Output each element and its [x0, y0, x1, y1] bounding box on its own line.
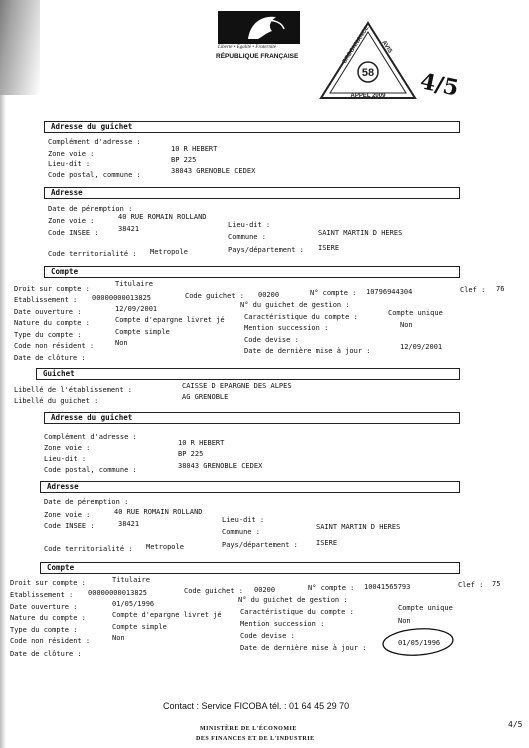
section-compte: Compte — [44, 266, 460, 278]
label-code-postal: Code postal, commune : — [44, 466, 137, 474]
value-type-compte: Compte simple — [112, 623, 167, 631]
value-droit-sur-compte: Titulaire — [112, 576, 150, 584]
label-lieu-dit: Lieu-dit : — [222, 516, 265, 524]
stamp-bottom-text: APPEL 2009 — [350, 93, 386, 99]
label-code-non-resident: Code non résident : — [14, 342, 95, 350]
value-code-non-resident: Non — [115, 339, 128, 347]
label-nature-compte: Nature du compte : — [14, 319, 90, 327]
label-type-compte: Type du compte : — [10, 626, 78, 634]
section-adresse-guichet: Adresse du guichet — [44, 412, 460, 424]
section-compte: Compte — [40, 562, 460, 574]
label-code-devise: Code devise : — [244, 336, 299, 344]
republic-name: RÉPUBLIQUE FRANÇAISE — [216, 53, 299, 60]
value-droit-sur-compte: Titulaire — [115, 280, 153, 288]
value-pays-departement: ISERE — [316, 539, 338, 547]
label-caracteristique: Caractéristique du compte : — [244, 313, 358, 321]
value-date-ouverture: 01/05/1996 — [112, 600, 155, 608]
value-caracteristique: Compte unique — [398, 604, 453, 612]
scan-shadow-top-left — [0, 0, 40, 95]
label-code-territorialite: Code territorialité : — [44, 545, 133, 553]
stamp-right-text: AVIS — [380, 39, 393, 55]
value-nature-compte: Compte d'epargne livret jé — [115, 316, 225, 324]
label-date-peremption: Date de péremption : — [48, 205, 133, 213]
section-adresse: Adresse — [44, 187, 460, 199]
value-clef: 76 — [496, 285, 505, 293]
value-code-territorialite: Metropole — [150, 248, 188, 256]
value-etablissement: 00000000013825 — [92, 294, 152, 302]
label-numero-compte: N° compte : — [310, 289, 357, 297]
value-date-ouverture: 12/09/2001 — [115, 305, 158, 313]
label-libelle-guichet: Libellé du guichet : — [14, 397, 99, 405]
value-mention-succession: Non — [398, 617, 411, 625]
label-code-territorialite: Code territorialité : — [48, 250, 137, 258]
label-code-guichet: Code guichet : — [184, 587, 244, 595]
label-date-peremption: Date de péremption : — [44, 498, 129, 506]
label-code-devise: Code devise : — [240, 632, 295, 640]
label-mention-succession: Mention succession : — [244, 324, 329, 332]
label-code-insee: Code INSEE : — [48, 229, 99, 237]
label-date-derniere-maj: Date de dernière mise à jour : — [240, 644, 367, 652]
value-code-insee: 38421 — [118, 225, 140, 233]
stamp-left-text: ORDONNANCE — [341, 25, 371, 66]
label-date-cloture: Date de clôture : — [14, 354, 86, 362]
label-numero-compte: N° compte : — [308, 584, 355, 592]
label-pays-departement: Pays/département : — [228, 246, 304, 254]
label-lieu-dit: Lieu-dit : — [228, 221, 271, 229]
value-code-guichet: 00200 — [258, 291, 280, 299]
ministry-line-2: DES FINANCES ET DE L'INDUSTRIE — [196, 736, 315, 742]
section-guichet: Guichet — [36, 368, 460, 380]
handwritten-page-mark: 4/5 — [417, 68, 461, 102]
label-etablissement: Etablissement : — [14, 296, 78, 304]
scan-edge-left — [0, 95, 6, 748]
value-type-compte: Compte simple — [115, 328, 170, 336]
value-date-derniere-maj: 01/05/1996 — [398, 639, 441, 647]
label-guichet-gestion: N° du guichet de gestion : — [240, 301, 350, 309]
value-code-territorialite: Metropole — [146, 543, 184, 551]
ministry-line-1: MINISTÈRE DE L'ÉCONOMIE — [200, 726, 297, 732]
contact-line: Contact : Service FICOBA tél. : 01 64 45 29 70 — [163, 701, 350, 711]
appeal-stamp — [318, 20, 418, 102]
value-code-non-resident: Non — [112, 634, 125, 642]
value-zone-voie: 40 RUE ROMAIN ROLLAND — [118, 213, 207, 221]
label-type-compte: Type du compte : — [14, 331, 82, 339]
label-zone-voie: Zone voie : — [48, 150, 95, 158]
value-etablissement: 00000000013825 — [88, 589, 148, 597]
value-zone-voie: 10 R HEBERT — [171, 145, 218, 153]
value-numero-compte: 10796944304 — [366, 288, 413, 296]
republic-motto: Liberté • Égalité • Fraternité — [218, 45, 276, 50]
value-caracteristique: Compte unique — [388, 309, 443, 317]
label-pays-departement: Pays/département : — [222, 541, 298, 549]
value-zone-voie: 10 R HEBERT — [178, 439, 225, 447]
label-mention-succession: Mention succession : — [240, 620, 325, 628]
value-code-postal: 38043 GRENOBLE CEDEX — [178, 462, 263, 470]
label-lieu-dit: Lieu-dit : — [48, 160, 91, 168]
label-zone-voie: Zone voie : — [48, 217, 95, 225]
value-libelle-etablissement: CAISSE D EPARGNE DES ALPES — [182, 382, 292, 390]
section-adresse-guichet: Adresse du guichet — [44, 121, 460, 133]
value-commune: SAINT MARTIN D HERES — [316, 523, 401, 531]
value-lieu-dit: BP 225 — [171, 156, 197, 164]
label-date-cloture: Date de clôture : — [10, 650, 82, 658]
label-complement-adresse: Complément d'adresse : — [44, 433, 137, 441]
label-commune: Commune : — [228, 233, 266, 241]
page-number: 4/5 — [508, 720, 523, 729]
label-date-ouverture: Date ouverture : — [10, 603, 78, 611]
value-code-postal: 38043 GRENOBLE CEDEX — [171, 167, 256, 175]
value-code-guichet: 00200 — [254, 586, 276, 594]
value-clef: 75 — [492, 580, 501, 588]
label-etablissement: Etablissement : — [10, 591, 74, 599]
label-commune: Commune : — [222, 528, 260, 536]
label-complement-adresse: Complément d'adresse : — [48, 138, 141, 146]
value-date-derniere-maj: 12/09/2001 — [400, 343, 443, 351]
label-nature-compte: Nature du compte : — [10, 614, 86, 622]
label-clef: Clef : — [458, 581, 484, 589]
value-libelle-guichet: AG GRENOBLE — [182, 393, 229, 401]
label-droit-sur-compte: Droit sur compte : — [14, 285, 90, 293]
label-libelle-etablissement: Libellé de l'établissement : — [14, 386, 133, 394]
value-commune: SAINT MARTIN D HERES — [318, 229, 403, 237]
label-date-derniere-maj: Date de dernière mise à jour : — [244, 347, 371, 355]
label-zone-voie: Zone voie : — [44, 511, 91, 519]
label-droit-sur-compte: Droit sur compte : — [10, 579, 86, 587]
value-lieu-dit: BP 225 — [178, 450, 204, 458]
label-caracteristique: Caractéristique du compte : — [240, 608, 354, 616]
label-code-guichet: Code guichet : — [185, 292, 245, 300]
label-zone-voie: Zone voie : — [44, 444, 91, 452]
label-date-ouverture: Date ouverture : — [14, 308, 82, 316]
value-nature-compte: Compte d'epargne livret jé — [112, 611, 222, 619]
handwritten-circle — [380, 626, 456, 658]
label-code-non-resident: Code non résident : — [10, 637, 91, 645]
value-pays-departement: ISERE — [318, 244, 340, 252]
label-lieu-dit: Lieu-dit : — [44, 455, 87, 463]
label-code-insee: Code INSEE : — [44, 522, 95, 530]
label-code-postal: Code postal, commune : — [48, 171, 141, 179]
value-mention-succession: Non — [400, 321, 413, 329]
marianne-logo — [218, 11, 300, 44]
label-guichet-gestion: N° du guichet de gestion : — [238, 596, 348, 604]
section-adresse: Adresse — [40, 481, 460, 493]
value-numero-compte: 10041565793 — [364, 583, 411, 591]
stamp-number: 58 — [361, 67, 375, 79]
value-zone-voie: 40 RUE ROMAIN ROLLAND — [114, 508, 203, 516]
label-clef: Clef : — [460, 286, 486, 294]
value-code-insee: 38421 — [118, 520, 140, 528]
